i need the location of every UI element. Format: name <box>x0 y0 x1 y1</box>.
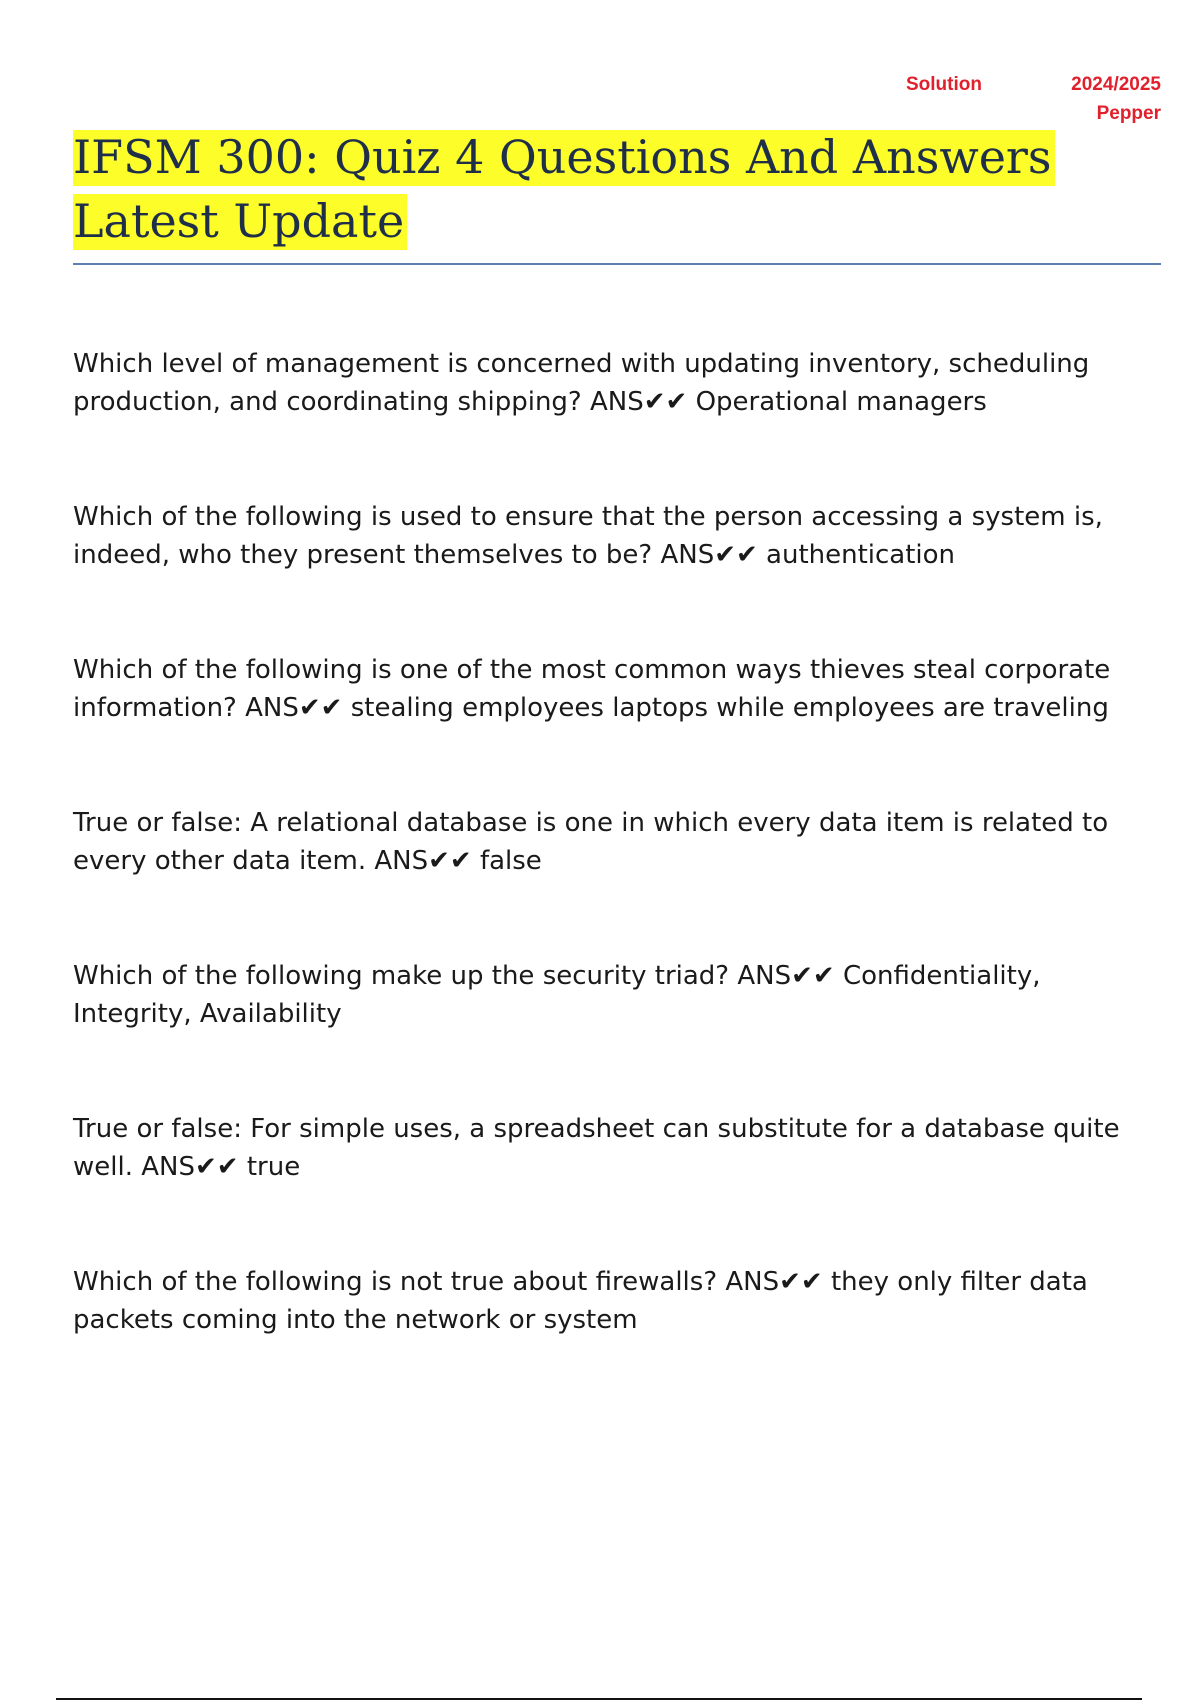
qa-item <box>73 1110 1163 1186</box>
qa-item <box>73 651 1163 727</box>
question-text: Which level of management is concerned with updating inventory, scheduling production, and coordinating shipping? <box>73 349 1090 417</box>
question-text: Which of the following is one of the most common ways thieves steal corporate information? <box>73 655 1111 723</box>
answer-text: authentication <box>766 540 956 570</box>
document-title <box>73 125 1161 253</box>
answer-marker: ANS✔✔ <box>725 1267 823 1297</box>
qa-item <box>73 804 1163 880</box>
answer-text: they only filter data packets coming into the network or system <box>73 1267 1088 1335</box>
answer-text: Confidentiality, Integrity, Availability <box>73 961 1041 1029</box>
header-author: Pepper <box>1096 103 1161 124</box>
answer-marker: ANS✔✔ <box>374 846 472 876</box>
answer-marker: ANS✔✔ <box>590 387 688 417</box>
qa-item <box>73 1263 1163 1339</box>
answer-marker: ANS✔✔ <box>737 961 835 991</box>
answer-marker: ANS✔✔ <box>660 540 758 570</box>
qa-item <box>73 957 1163 1033</box>
qa-list <box>73 345 1163 1416</box>
answer-text: Operational managers <box>695 387 987 417</box>
question-text: Which of the following is used to ensure that the person accessing a system is, indeed, who they present themselves to be? <box>73 502 1103 570</box>
header-year: 2024/2025 <box>1071 74 1161 95</box>
header-solution-label: Solution <box>906 74 982 95</box>
title-line-1: IFSM 300: Quiz 4 Questions And Answers <box>73 130 1055 186</box>
qa-item <box>73 345 1163 421</box>
header-meta <box>0 72 1200 132</box>
answer-text: true <box>246 1152 301 1182</box>
answer-marker: ANS✔✔ <box>141 1152 239 1182</box>
answer-text: stealing employees laptops while employees are traveling <box>350 693 1109 723</box>
question-text: True or false: For simple uses, a spreadsheet can substitute for a database quite well. <box>73 1114 1120 1182</box>
title-line-2: Latest Update <box>73 194 407 250</box>
question-text: Which of the following make up the security triad? <box>73 961 730 991</box>
question-text: True or false: A relational database is one in which every data item is related to every other data item. <box>73 808 1109 876</box>
title-block <box>73 125 1161 265</box>
answer-text: false <box>479 846 542 876</box>
answer-marker: ANS✔✔ <box>245 693 343 723</box>
qa-item <box>73 498 1163 574</box>
question-text: Which of the following is not true about firewalls? <box>73 1267 718 1297</box>
